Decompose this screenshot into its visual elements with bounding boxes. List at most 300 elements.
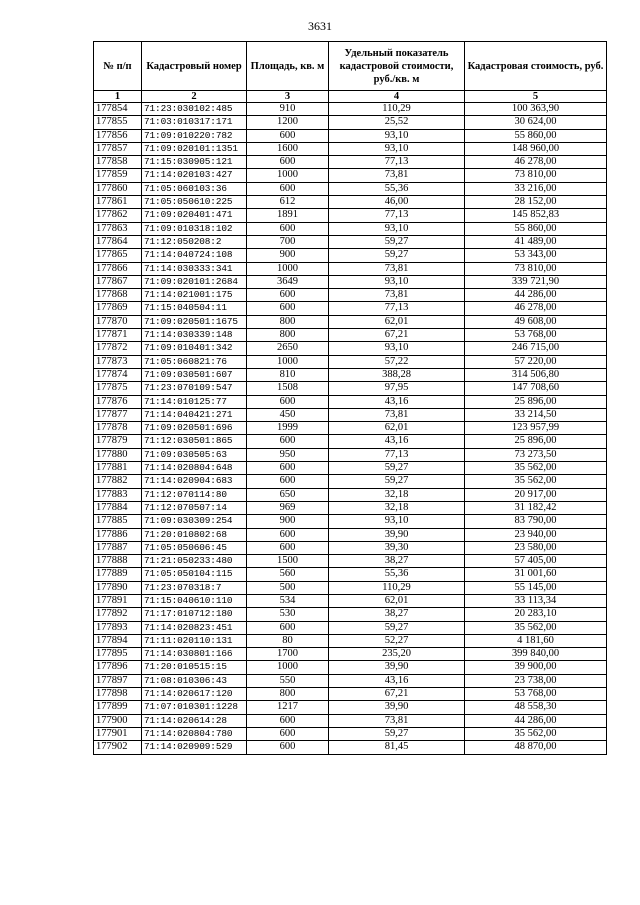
table-row xyxy=(94,422,607,435)
cadastral-number-cell: 71:05:050104:115 xyxy=(142,568,247,581)
table-row xyxy=(94,674,607,687)
area-cell: 800 xyxy=(247,329,329,342)
area-cell: 600 xyxy=(247,462,329,475)
unit-rate-cell: 39,30 xyxy=(329,541,465,554)
cadastral-number-cell: 71:14:020823:451 xyxy=(142,621,247,634)
area-cell: 900 xyxy=(247,249,329,262)
cadastral-number-cell: 71:14:020614:28 xyxy=(142,714,247,727)
row-number-cell: 177882 xyxy=(94,475,142,488)
area-cell: 1500 xyxy=(247,555,329,568)
cadastral-value-cell: 399 840,00 xyxy=(465,648,607,661)
table-row xyxy=(94,462,607,475)
area-cell: 534 xyxy=(247,594,329,607)
cadastral-value-cell: 31 182,42 xyxy=(465,501,607,514)
cadastral-number-cell: 71:05:060821:76 xyxy=(142,355,247,368)
area-cell: 900 xyxy=(247,515,329,528)
row-number-cell: 177887 xyxy=(94,541,142,554)
table-row xyxy=(94,435,607,448)
cadastral-value-cell: 123 957,99 xyxy=(465,422,607,435)
unit-rate-cell: 59,27 xyxy=(329,462,465,475)
cadastral-number-cell: 71:23:070109:547 xyxy=(142,382,247,395)
table-row xyxy=(94,608,607,621)
area-cell: 3649 xyxy=(247,275,329,288)
cadastral-value-cell: 35 562,00 xyxy=(465,475,607,488)
cadastral-number-cell: 71:07:010301:1228 xyxy=(142,701,247,714)
unit-rate-cell: 93,10 xyxy=(329,342,465,355)
unit-rate-cell: 59,27 xyxy=(329,621,465,634)
cadastral-value-cell: 55 145,00 xyxy=(465,581,607,594)
cadastral-value-cell: 148 960,00 xyxy=(465,142,607,155)
cadastral-value-cell: 28 152,00 xyxy=(465,196,607,209)
cadastral-value-cell: 53 768,00 xyxy=(465,688,607,701)
area-cell: 450 xyxy=(247,408,329,421)
table-row xyxy=(94,634,607,647)
cadastral-value-cell: 339 721,90 xyxy=(465,275,607,288)
cadastral-number-cell: 71:09:010401:342 xyxy=(142,342,247,355)
header-cadastral-value: Кадастровая стоимость, руб. xyxy=(465,42,607,91)
unit-rate-cell: 32,18 xyxy=(329,501,465,514)
row-number-cell: 177856 xyxy=(94,129,142,142)
table-row xyxy=(94,475,607,488)
area-cell: 700 xyxy=(247,235,329,248)
cadastral-value-cell: 49 608,00 xyxy=(465,315,607,328)
area-cell: 910 xyxy=(247,103,329,116)
row-number-cell: 177885 xyxy=(94,515,142,528)
area-cell: 1891 xyxy=(247,209,329,222)
table-row xyxy=(94,648,607,661)
table-row xyxy=(94,169,607,182)
table-row xyxy=(94,555,607,568)
table-row xyxy=(94,196,607,209)
row-number-cell: 177863 xyxy=(94,222,142,235)
unit-rate-cell: 62,01 xyxy=(329,594,465,607)
cadastral-value-cell: 147 708,60 xyxy=(465,382,607,395)
unit-rate-cell: 93,10 xyxy=(329,142,465,155)
row-number-cell: 177860 xyxy=(94,182,142,195)
page-number: 3631 xyxy=(308,19,332,33)
cadastral-number-cell: 71:12:070114:80 xyxy=(142,488,247,501)
table-body xyxy=(94,103,607,755)
unit-rate-cell: 67,21 xyxy=(329,688,465,701)
cadastral-number-cell: 71:09:020401:471 xyxy=(142,209,247,222)
cadastral-number-cell: 71:09:030501:607 xyxy=(142,368,247,381)
cadastral-value-cell: 35 562,00 xyxy=(465,727,607,740)
table-header-row xyxy=(94,42,607,91)
area-cell: 600 xyxy=(247,395,329,408)
unit-rate-cell: 73,81 xyxy=(329,714,465,727)
cadastral-number-cell: 71:15:040610:110 xyxy=(142,594,247,607)
area-cell: 969 xyxy=(247,501,329,514)
table-row xyxy=(94,382,607,395)
table-row xyxy=(94,342,607,355)
table-row xyxy=(94,129,607,142)
cadastral-value-cell: 100 363,90 xyxy=(465,103,607,116)
cadastral-number-cell: 71:14:020804:648 xyxy=(142,462,247,475)
table-row xyxy=(94,528,607,541)
table-row xyxy=(94,741,607,754)
row-number-cell: 177876 xyxy=(94,395,142,408)
table-row xyxy=(94,262,607,275)
cadastral-number-cell: 71:09:010318:102 xyxy=(142,222,247,235)
row-number-cell: 177859 xyxy=(94,169,142,182)
area-cell: 1999 xyxy=(247,422,329,435)
cadastral-number-cell: 71:21:050233:480 xyxy=(142,555,247,568)
cadastral-value-cell: 46 278,00 xyxy=(465,302,607,315)
area-cell: 560 xyxy=(247,568,329,581)
area-cell: 1600 xyxy=(247,142,329,155)
cadastral-value-cell: 23 580,00 xyxy=(465,541,607,554)
area-cell: 1000 xyxy=(247,169,329,182)
cadastral-value-table xyxy=(93,41,607,755)
row-number-cell: 177858 xyxy=(94,156,142,169)
row-number-cell: 177894 xyxy=(94,634,142,647)
unit-rate-cell: 43,16 xyxy=(329,395,465,408)
table-row xyxy=(94,275,607,288)
unit-rate-cell: 39,90 xyxy=(329,701,465,714)
cadastral-number-cell: 71:14:020804:780 xyxy=(142,727,247,740)
cadastral-number-cell: 71:14:020909:529 xyxy=(142,741,247,754)
area-cell: 800 xyxy=(247,315,329,328)
row-number-cell: 177899 xyxy=(94,701,142,714)
area-cell: 600 xyxy=(247,129,329,142)
row-number-cell: 177861 xyxy=(94,196,142,209)
row-number-cell: 177884 xyxy=(94,501,142,514)
table-row xyxy=(94,581,607,594)
unit-rate-cell: 52,27 xyxy=(329,634,465,647)
row-number-cell: 177868 xyxy=(94,289,142,302)
table-row xyxy=(94,116,607,129)
cadastral-number-cell: 71:09:020101:1351 xyxy=(142,142,247,155)
table-row xyxy=(94,488,607,501)
unit-rate-cell: 110,29 xyxy=(329,581,465,594)
area-cell: 600 xyxy=(247,714,329,727)
unit-rate-cell: 77,13 xyxy=(329,209,465,222)
cadastral-value-cell: 41 489,00 xyxy=(465,235,607,248)
cadastral-number-cell: 71:09:020501:696 xyxy=(142,422,247,435)
cadastral-value-cell: 73 810,00 xyxy=(465,169,607,182)
column-index: 5 xyxy=(465,91,607,103)
unit-rate-cell: 32,18 xyxy=(329,488,465,501)
unit-rate-cell: 43,16 xyxy=(329,435,465,448)
area-cell: 1200 xyxy=(247,116,329,129)
area-cell: 600 xyxy=(247,156,329,169)
table-row xyxy=(94,315,607,328)
cadastral-number-cell: 71:05:050606:45 xyxy=(142,541,247,554)
row-number-cell: 177893 xyxy=(94,621,142,634)
cadastral-number-cell: 71:15:030905:121 xyxy=(142,156,247,169)
table-row xyxy=(94,701,607,714)
area-cell: 500 xyxy=(247,581,329,594)
row-number-cell: 177900 xyxy=(94,714,142,727)
table-row xyxy=(94,182,607,195)
table-row xyxy=(94,302,607,315)
cadastral-number-cell: 71:12:050208:2 xyxy=(142,235,247,248)
unit-rate-cell: 59,27 xyxy=(329,475,465,488)
cadastral-number-cell: 71:14:040724:108 xyxy=(142,249,247,262)
cadastral-number-cell: 71:14:010125:77 xyxy=(142,395,247,408)
cadastral-value-cell: 33 214,50 xyxy=(465,408,607,421)
cadastral-number-cell: 71:05:050610:225 xyxy=(142,196,247,209)
unit-rate-cell: 93,10 xyxy=(329,129,465,142)
unit-rate-cell: 55,36 xyxy=(329,568,465,581)
unit-rate-cell: 93,10 xyxy=(329,275,465,288)
cadastral-value-cell: 33 113,34 xyxy=(465,594,607,607)
area-cell: 1508 xyxy=(247,382,329,395)
area-cell: 2650 xyxy=(247,342,329,355)
cadastral-value-cell: 53 343,00 xyxy=(465,249,607,262)
row-number-cell: 177879 xyxy=(94,435,142,448)
row-number-cell: 177869 xyxy=(94,302,142,315)
area-cell: 1217 xyxy=(247,701,329,714)
row-number-cell: 177892 xyxy=(94,608,142,621)
cadastral-number-cell: 71:12:030501:865 xyxy=(142,435,247,448)
cadastral-value-cell: 48 870,00 xyxy=(465,741,607,754)
area-cell: 80 xyxy=(247,634,329,647)
unit-rate-cell: 59,27 xyxy=(329,235,465,248)
row-number-cell: 177877 xyxy=(94,408,142,421)
cadastral-number-cell: 71:14:020103:427 xyxy=(142,169,247,182)
area-cell: 612 xyxy=(247,196,329,209)
row-number-cell: 177857 xyxy=(94,142,142,155)
row-number-cell: 177902 xyxy=(94,741,142,754)
row-number-cell: 177864 xyxy=(94,235,142,248)
area-cell: 600 xyxy=(247,289,329,302)
cadastral-number-cell: 71:12:070507:14 xyxy=(142,501,247,514)
cadastral-value-cell: 145 852,83 xyxy=(465,209,607,222)
unit-rate-cell: 73,81 xyxy=(329,169,465,182)
unit-rate-cell: 59,27 xyxy=(329,727,465,740)
cadastral-number-cell: 71:14:020904:683 xyxy=(142,475,247,488)
cadastral-value-cell: 31 001,60 xyxy=(465,568,607,581)
table-row xyxy=(94,515,607,528)
cadastral-value-cell: 30 624,00 xyxy=(465,116,607,129)
table-row xyxy=(94,368,607,381)
cadastral-value-cell: 73 273,50 xyxy=(465,448,607,461)
area-cell: 1000 xyxy=(247,661,329,674)
cadastral-value-cell: 25 896,00 xyxy=(465,435,607,448)
cadastral-value-cell: 35 562,00 xyxy=(465,621,607,634)
area-cell: 950 xyxy=(247,448,329,461)
cadastral-number-cell: 71:17:010712:180 xyxy=(142,608,247,621)
row-number-cell: 177866 xyxy=(94,262,142,275)
row-number-cell: 177888 xyxy=(94,555,142,568)
table-row xyxy=(94,448,607,461)
row-number-cell: 177870 xyxy=(94,315,142,328)
cadastral-value-cell: 20 917,00 xyxy=(465,488,607,501)
row-number-cell: 177898 xyxy=(94,688,142,701)
cadastral-value-cell: 83 790,00 xyxy=(465,515,607,528)
row-number-cell: 177881 xyxy=(94,462,142,475)
cadastral-number-cell: 71:09:020101:2684 xyxy=(142,275,247,288)
table-row xyxy=(94,568,607,581)
cadastral-value-cell: 44 286,00 xyxy=(465,714,607,727)
area-cell: 530 xyxy=(247,608,329,621)
cadastral-number-cell: 71:08:010306:43 xyxy=(142,674,247,687)
area-cell: 600 xyxy=(247,182,329,195)
cadastral-number-cell: 71:11:020110:131 xyxy=(142,634,247,647)
unit-rate-cell: 38,27 xyxy=(329,608,465,621)
cadastral-number-cell: 71:09:010220:782 xyxy=(142,129,247,142)
cadastral-number-cell: 71:14:030333:341 xyxy=(142,262,247,275)
table-row xyxy=(94,142,607,155)
area-cell: 1000 xyxy=(247,262,329,275)
column-index: 2 xyxy=(142,91,247,103)
table-row xyxy=(94,103,607,116)
cadastral-value-cell: 23 738,00 xyxy=(465,674,607,687)
table-row xyxy=(94,355,607,368)
table-row xyxy=(94,727,607,740)
unit-rate-cell: 93,10 xyxy=(329,515,465,528)
cadastral-number-cell: 71:14:030339:148 xyxy=(142,329,247,342)
cadastral-number-cell: 71:09:030309:254 xyxy=(142,515,247,528)
table-row xyxy=(94,594,607,607)
cadastral-number-cell: 71:23:030102:485 xyxy=(142,103,247,116)
unit-rate-cell: 81,45 xyxy=(329,741,465,754)
unit-rate-cell: 57,22 xyxy=(329,355,465,368)
table-row xyxy=(94,501,607,514)
area-cell: 600 xyxy=(247,302,329,315)
area-cell: 600 xyxy=(247,435,329,448)
area-cell: 600 xyxy=(247,741,329,754)
row-number-cell: 177862 xyxy=(94,209,142,222)
cadastral-number-cell: 71:14:020617:120 xyxy=(142,688,247,701)
table-row xyxy=(94,714,607,727)
row-number-cell: 177901 xyxy=(94,727,142,740)
unit-rate-cell: 97,95 xyxy=(329,382,465,395)
table-row xyxy=(94,621,607,634)
area-cell: 1000 xyxy=(247,355,329,368)
area-cell: 550 xyxy=(247,674,329,687)
area-cell: 650 xyxy=(247,488,329,501)
header-area: Площадь, кв. м xyxy=(247,42,329,91)
cadastral-value-cell: 48 558,30 xyxy=(465,701,607,714)
header-cadastral-number: Кадастровый номер xyxy=(142,42,247,91)
table-row xyxy=(94,661,607,674)
cadastral-value-cell: 73 810,00 xyxy=(465,262,607,275)
unit-rate-cell: 235,20 xyxy=(329,648,465,661)
cadastral-value-cell: 20 283,10 xyxy=(465,608,607,621)
cadastral-number-cell: 71:15:040504:11 xyxy=(142,302,247,315)
cadastral-number-cell: 71:14:040421:271 xyxy=(142,408,247,421)
cadastral-number-cell: 71:03:010317:171 xyxy=(142,116,247,129)
row-number-cell: 177875 xyxy=(94,382,142,395)
cadastral-number-cell: 71:09:020501:1675 xyxy=(142,315,247,328)
unit-rate-cell: 93,10 xyxy=(329,222,465,235)
unit-rate-cell: 39,90 xyxy=(329,661,465,674)
unit-rate-cell: 73,81 xyxy=(329,262,465,275)
row-number-cell: 177854 xyxy=(94,103,142,116)
unit-rate-cell: 110,29 xyxy=(329,103,465,116)
table-row xyxy=(94,209,607,222)
row-number-cell: 177897 xyxy=(94,674,142,687)
cadastral-value-cell: 39 900,00 xyxy=(465,661,607,674)
unit-rate-cell: 77,13 xyxy=(329,302,465,315)
cadastral-value-cell: 33 216,00 xyxy=(465,182,607,195)
row-number-cell: 177896 xyxy=(94,661,142,674)
row-number-cell: 177867 xyxy=(94,275,142,288)
cadastral-number-cell: 71:14:021001:175 xyxy=(142,289,247,302)
cadastral-value-cell: 55 860,00 xyxy=(465,222,607,235)
unit-rate-cell: 38,27 xyxy=(329,555,465,568)
table-row xyxy=(94,249,607,262)
unit-rate-cell: 77,13 xyxy=(329,448,465,461)
area-cell: 600 xyxy=(247,541,329,554)
cadastral-value-cell: 35 562,00 xyxy=(465,462,607,475)
column-index: 4 xyxy=(329,91,465,103)
area-cell: 800 xyxy=(247,688,329,701)
unit-rate-cell: 39,90 xyxy=(329,528,465,541)
table-row xyxy=(94,541,607,554)
unit-rate-cell: 25,52 xyxy=(329,116,465,129)
cadastral-value-cell: 57 405,00 xyxy=(465,555,607,568)
unit-rate-cell: 67,21 xyxy=(329,329,465,342)
table-row xyxy=(94,408,607,421)
area-cell: 600 xyxy=(247,528,329,541)
table-row xyxy=(94,235,607,248)
cadastral-number-cell: 71:05:060103:36 xyxy=(142,182,247,195)
table-row xyxy=(94,329,607,342)
table-row xyxy=(94,289,607,302)
column-index-row xyxy=(94,91,607,103)
unit-rate-cell: 388,28 xyxy=(329,368,465,381)
row-number-cell: 177880 xyxy=(94,448,142,461)
cadastral-value-cell: 53 768,00 xyxy=(465,329,607,342)
area-cell: 1700 xyxy=(247,648,329,661)
cadastral-number-cell: 71:14:030801:166 xyxy=(142,648,247,661)
area-cell: 600 xyxy=(247,222,329,235)
table-row xyxy=(94,688,607,701)
area-cell: 600 xyxy=(247,621,329,634)
cadastral-value-cell: 25 896,00 xyxy=(465,395,607,408)
column-index: 1 xyxy=(94,91,142,103)
row-number-cell: 177871 xyxy=(94,329,142,342)
area-cell: 600 xyxy=(247,727,329,740)
row-number-cell: 177883 xyxy=(94,488,142,501)
cadastral-number-cell: 71:09:030505:63 xyxy=(142,448,247,461)
row-number-cell: 177891 xyxy=(94,594,142,607)
cadastral-number-cell: 71:20:010515:15 xyxy=(142,661,247,674)
row-number-cell: 177895 xyxy=(94,648,142,661)
row-number-cell: 177874 xyxy=(94,368,142,381)
unit-rate-cell: 62,01 xyxy=(329,422,465,435)
area-cell: 600 xyxy=(247,475,329,488)
cadastral-value-cell: 246 715,00 xyxy=(465,342,607,355)
unit-rate-cell: 43,16 xyxy=(329,674,465,687)
cadastral-value-cell: 23 940,00 xyxy=(465,528,607,541)
row-number-cell: 177872 xyxy=(94,342,142,355)
cadastral-value-cell: 44 286,00 xyxy=(465,289,607,302)
cadastral-number-cell: 71:23:070318:7 xyxy=(142,581,247,594)
cadastral-value-cell: 57 220,00 xyxy=(465,355,607,368)
cadastral-number-cell: 71:20:010802:68 xyxy=(142,528,247,541)
row-number-cell: 177873 xyxy=(94,355,142,368)
table-row xyxy=(94,395,607,408)
row-number-cell: 177889 xyxy=(94,568,142,581)
unit-rate-cell: 62,01 xyxy=(329,315,465,328)
cadastral-value-cell: 4 181,60 xyxy=(465,634,607,647)
row-number-cell: 177890 xyxy=(94,581,142,594)
cadastral-value-cell: 46 278,00 xyxy=(465,156,607,169)
header-unit-rate: Удельный показатель кадастровой стоимости, руб./кв. м xyxy=(329,42,465,91)
unit-rate-cell: 59,27 xyxy=(329,249,465,262)
unit-rate-cell: 46,00 xyxy=(329,196,465,209)
area-cell: 810 xyxy=(247,368,329,381)
unit-rate-cell: 73,81 xyxy=(329,408,465,421)
header-row-number: № п/п xyxy=(94,42,142,91)
unit-rate-cell: 77,13 xyxy=(329,156,465,169)
table-row xyxy=(94,156,607,169)
table-row xyxy=(94,222,607,235)
